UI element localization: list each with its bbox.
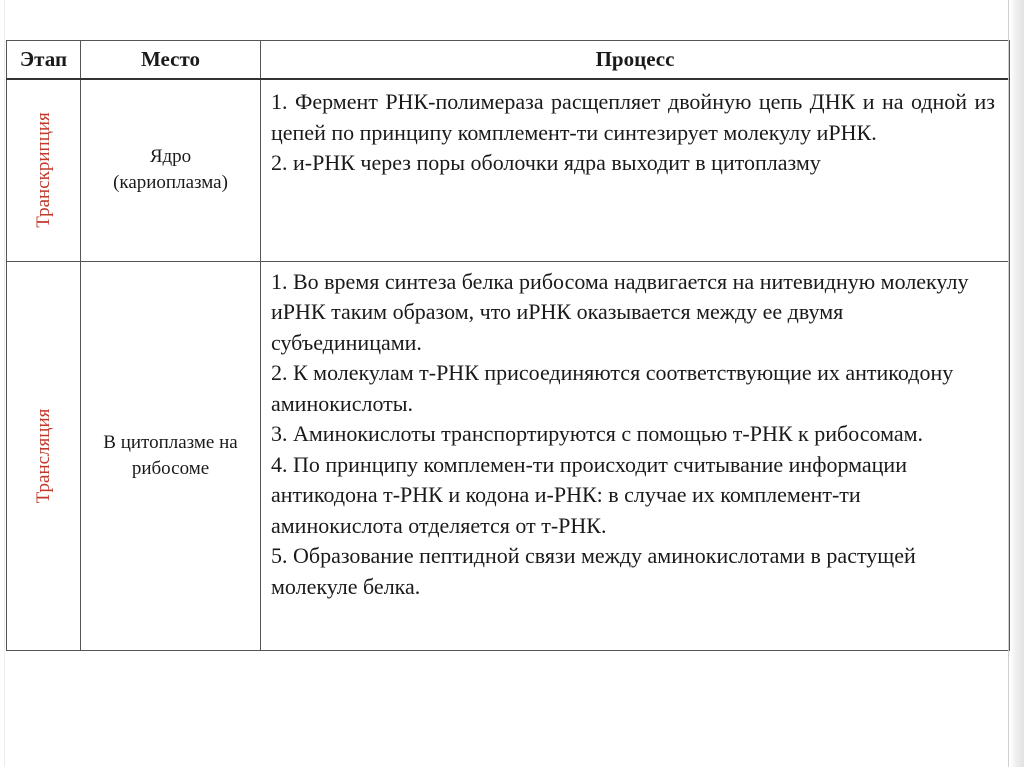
header-stage: Этап — [7, 41, 81, 80]
place-line: (кариоплазма) — [113, 172, 228, 194]
slide-right-shadow — [1010, 0, 1024, 767]
slide-left-edge — [4, 0, 5, 767]
stage-cell — [7, 261, 81, 650]
process-step: 2. и-РНК через поры оболочки ядра выходит в цитоплазму — [271, 150, 821, 175]
stage-cell — [7, 79, 81, 261]
stage-label-translation: Трансляция — [32, 408, 54, 503]
process-step: 1. Во время синтеза белка рибосома надвигается на нитевидную молекулу иРНК таким образом, что иРНК оказывается между ее двумя субъединицами. — [271, 268, 969, 355]
process-step: 2. К молекулам т-РНК присоединяются соответствующие их антикодону аминокислоты. — [271, 360, 954, 416]
process-step: 3. Аминокислоты транспортируются с помощью т-РНК к рибосомам. — [271, 421, 924, 446]
process-step: 1. Фермент РНК-полимераза расщепляет двойную цепь ДНК и на одной из цепей по принципу комплемент-ти синтезирует молекулу иРНК. — [271, 89, 995, 145]
process-cell — [261, 79, 1010, 261]
table-row-transcription — [7, 79, 1010, 261]
process-cell — [261, 261, 1010, 650]
place-line: Ядро — [149, 146, 192, 168]
stage-label-transcription: Транскрипция — [32, 112, 54, 229]
header-place: Место — [81, 41, 261, 80]
place-cell — [81, 261, 261, 650]
table-header-row — [7, 41, 1010, 80]
place-cell — [81, 79, 261, 261]
process-step: 5. Образование пептидной связи между аминокислотами в растущей молекуле белка. — [271, 543, 916, 599]
slide-right-edge — [1008, 0, 1009, 767]
place-line: В цитоплазме на — [103, 431, 238, 453]
place-line: рибосоме — [131, 457, 210, 479]
process-step: 4. По принципу комплемен-ти происходит считывание информации антикодона т-РНК и кодона и-РНК: в случае их комплемент-ти аминокислота отделяется от т-РНК. — [271, 451, 907, 538]
table-row-translation — [7, 261, 1010, 650]
process-table — [6, 40, 1010, 651]
header-process: Процесс — [261, 41, 1010, 80]
